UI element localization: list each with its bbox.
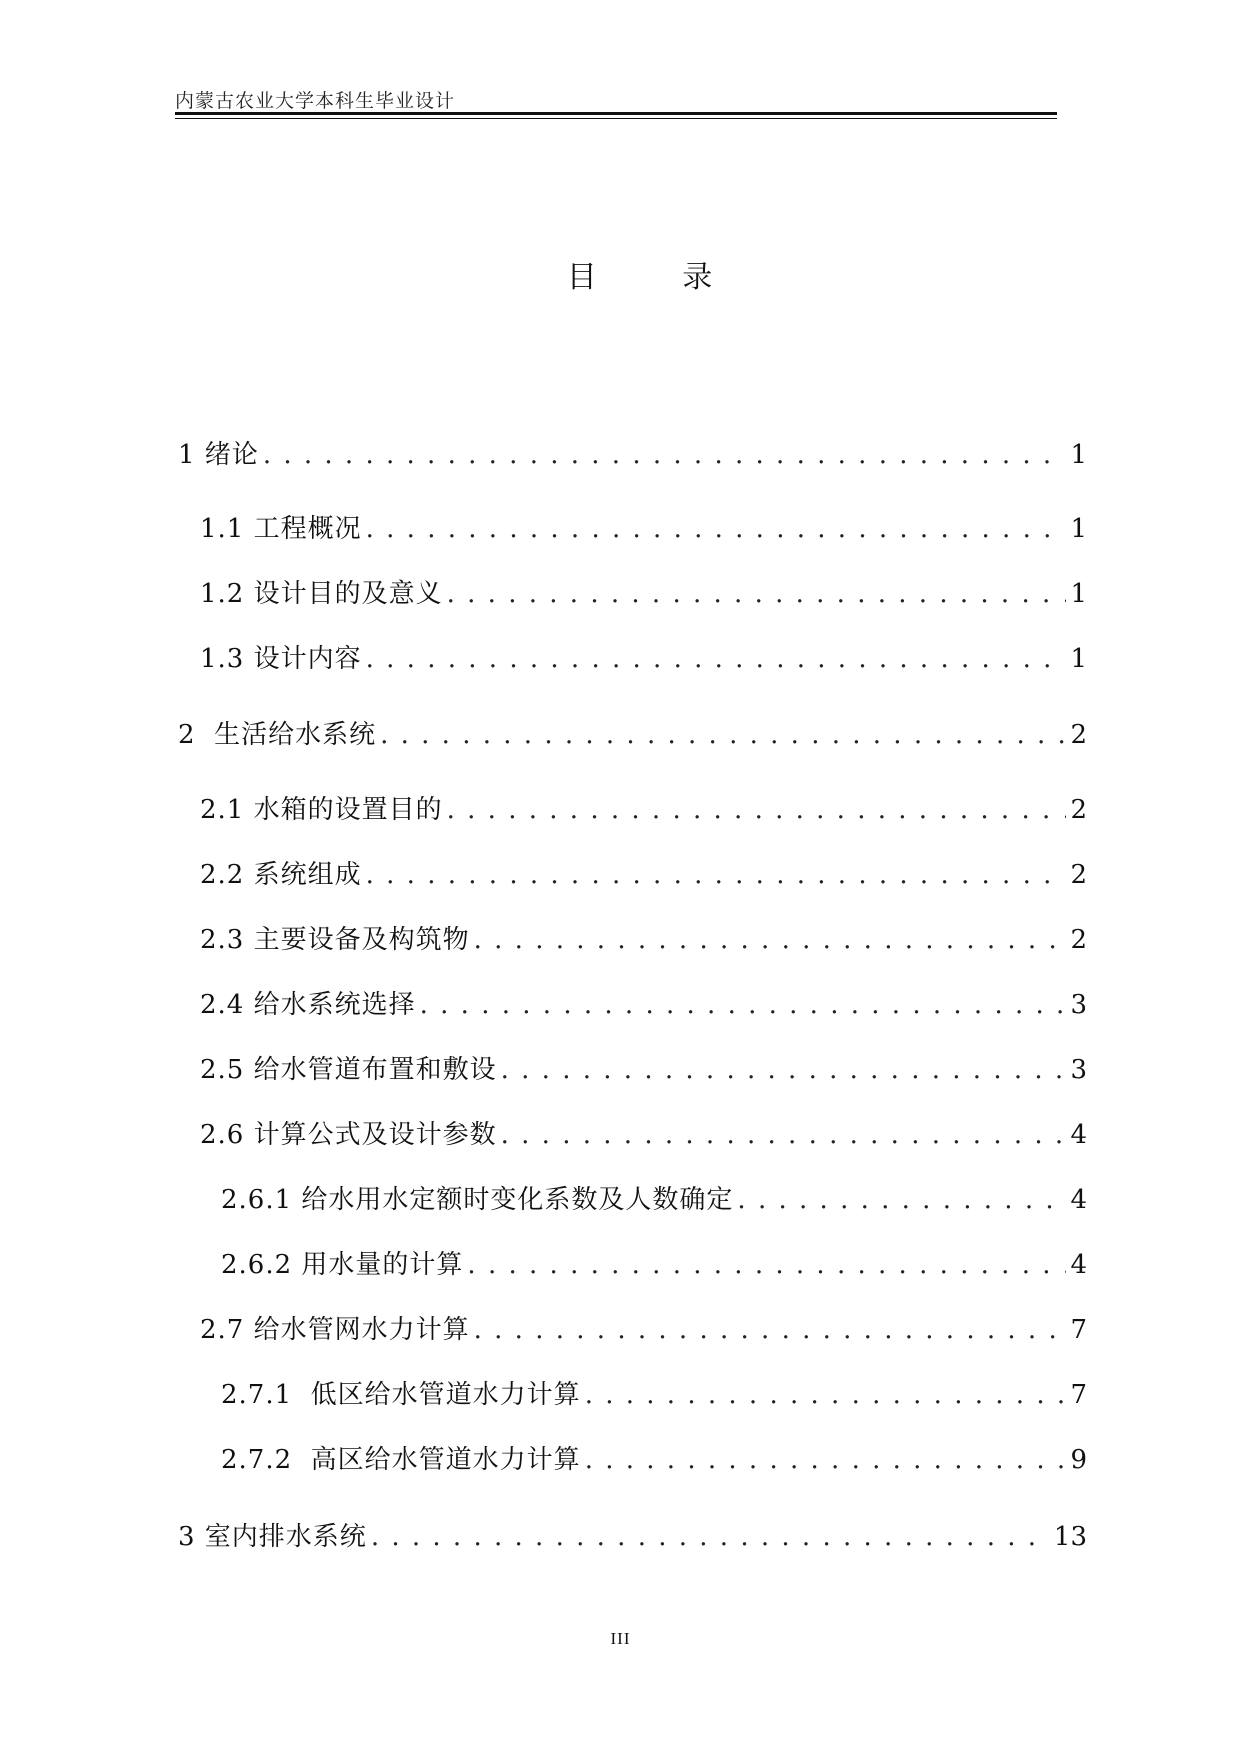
toc-dot-leader [467,1248,1066,1282]
toc-dot-leader [447,793,1067,827]
toc-dot-leader [371,1520,1050,1554]
toc-dot-leader [380,718,1066,752]
toc-entry-page: 2 [1070,795,1087,825]
toc-entry-1-1[interactable] [200,512,1087,546]
toc-dot-leader [366,642,1067,676]
toc-entry-2-7-2[interactable] [221,1443,1087,1477]
toc-entry-label: 2.1 水箱的设置目的 [200,795,443,825]
toc-entry-label: 2.6 计算公式及设计参数 [200,1120,497,1150]
toc-entry-1-2[interactable] [200,577,1087,611]
toc-entry-label: 1.1 工程概况 [200,514,362,544]
toc-entry-label: 1.2 设计目的及意义 [200,579,443,609]
toc-entry-label: 2 生活给水系统 [178,720,377,750]
toc-dot-leader [501,1118,1067,1152]
toc-entry-label: 1.3 设计内容 [200,644,362,674]
toc-entry-2-6-2[interactable] [221,1248,1087,1282]
toc-entry-2-4[interactable] [200,988,1087,1022]
toc-dot-leader [585,1443,1067,1477]
toc-entry-page: 4 [1070,1185,1087,1215]
toc-entry-page: 1 [1070,644,1087,674]
toc-entry-page: 1 [1070,514,1087,544]
toc-entry-label: 2.6.1 给水用水定额时变化系数及人数确定 [221,1185,734,1215]
toc-entry-label: 2.6.2 用水量的计算 [221,1250,464,1280]
toc-entry-label: 1 绪论 [178,440,259,470]
toc-entry-page: 4 [1070,1120,1087,1150]
toc-entry-page: 4 [1070,1250,1087,1280]
toc-dot-leader [420,988,1067,1022]
toc-entry-1-3[interactable] [200,642,1087,676]
toc-dot-leader [447,577,1067,611]
toc-entry-page: 1 [1070,579,1087,609]
toc-entry-page: 13 [1053,1522,1087,1552]
toc-entry-2-5[interactable] [200,1053,1087,1087]
toc-entry-2-7-1[interactable] [221,1378,1087,1412]
page-number: III [610,1629,631,1648]
toc-dot-leader [263,438,1067,472]
toc-entry-1[interactable] [178,438,1087,472]
toc-dot-leader [366,512,1067,546]
toc-entry-2-6[interactable] [200,1118,1087,1152]
toc-dot-leader [501,1053,1067,1087]
toc-title: 目 录 [566,260,751,295]
toc-entry-2-2[interactable] [200,858,1087,892]
toc-dot-leader [474,923,1067,957]
toc-entry-label: 2.7 给水管网水力计算 [200,1315,470,1345]
toc-entry-page: 1 [1070,440,1087,470]
toc-entry-page: 2 [1070,860,1087,890]
toc-dot-leader [366,858,1067,892]
toc-entry-label: 2.3 主要设备及构筑物 [200,925,470,955]
toc-entry-label: 3 室内排水系统 [178,1522,367,1552]
toc-dot-leader [474,1313,1067,1347]
toc-entry-label: 2.4 给水系统选择 [200,990,416,1020]
toc-entry-2-6-1[interactable] [221,1183,1087,1217]
toc-entry-label: 2.7.1 低区给水管道水力计算 [221,1380,581,1410]
toc-entry-2-7[interactable] [200,1313,1087,1347]
toc-dot-leader [737,1183,1066,1217]
header-text: 内蒙古农业大学本科生毕业设计 [175,90,456,112]
toc-entry-2[interactable] [178,718,1087,752]
toc-entry-page: 7 [1070,1315,1087,1345]
toc-entry-label: 2.5 给水管道布置和敷设 [200,1055,497,1085]
toc-entry-2-1[interactable] [200,793,1087,827]
toc-entry-2-3[interactable] [200,923,1087,957]
toc-entry-page: 3 [1070,1055,1087,1085]
toc-entry-page: 7 [1070,1380,1087,1410]
toc-entry-page: 9 [1070,1445,1087,1475]
toc-entry-page: 2 [1070,720,1087,750]
toc-entry-page: 2 [1070,925,1087,955]
toc-entry-page: 3 [1070,990,1087,1020]
toc-dot-leader [585,1378,1067,1412]
toc-entry-3[interactable] [178,1520,1087,1554]
toc-entry-label: 2.7.2 高区给水管道水力计算 [221,1445,581,1475]
toc-entry-label: 2.2 系统组成 [200,860,362,890]
